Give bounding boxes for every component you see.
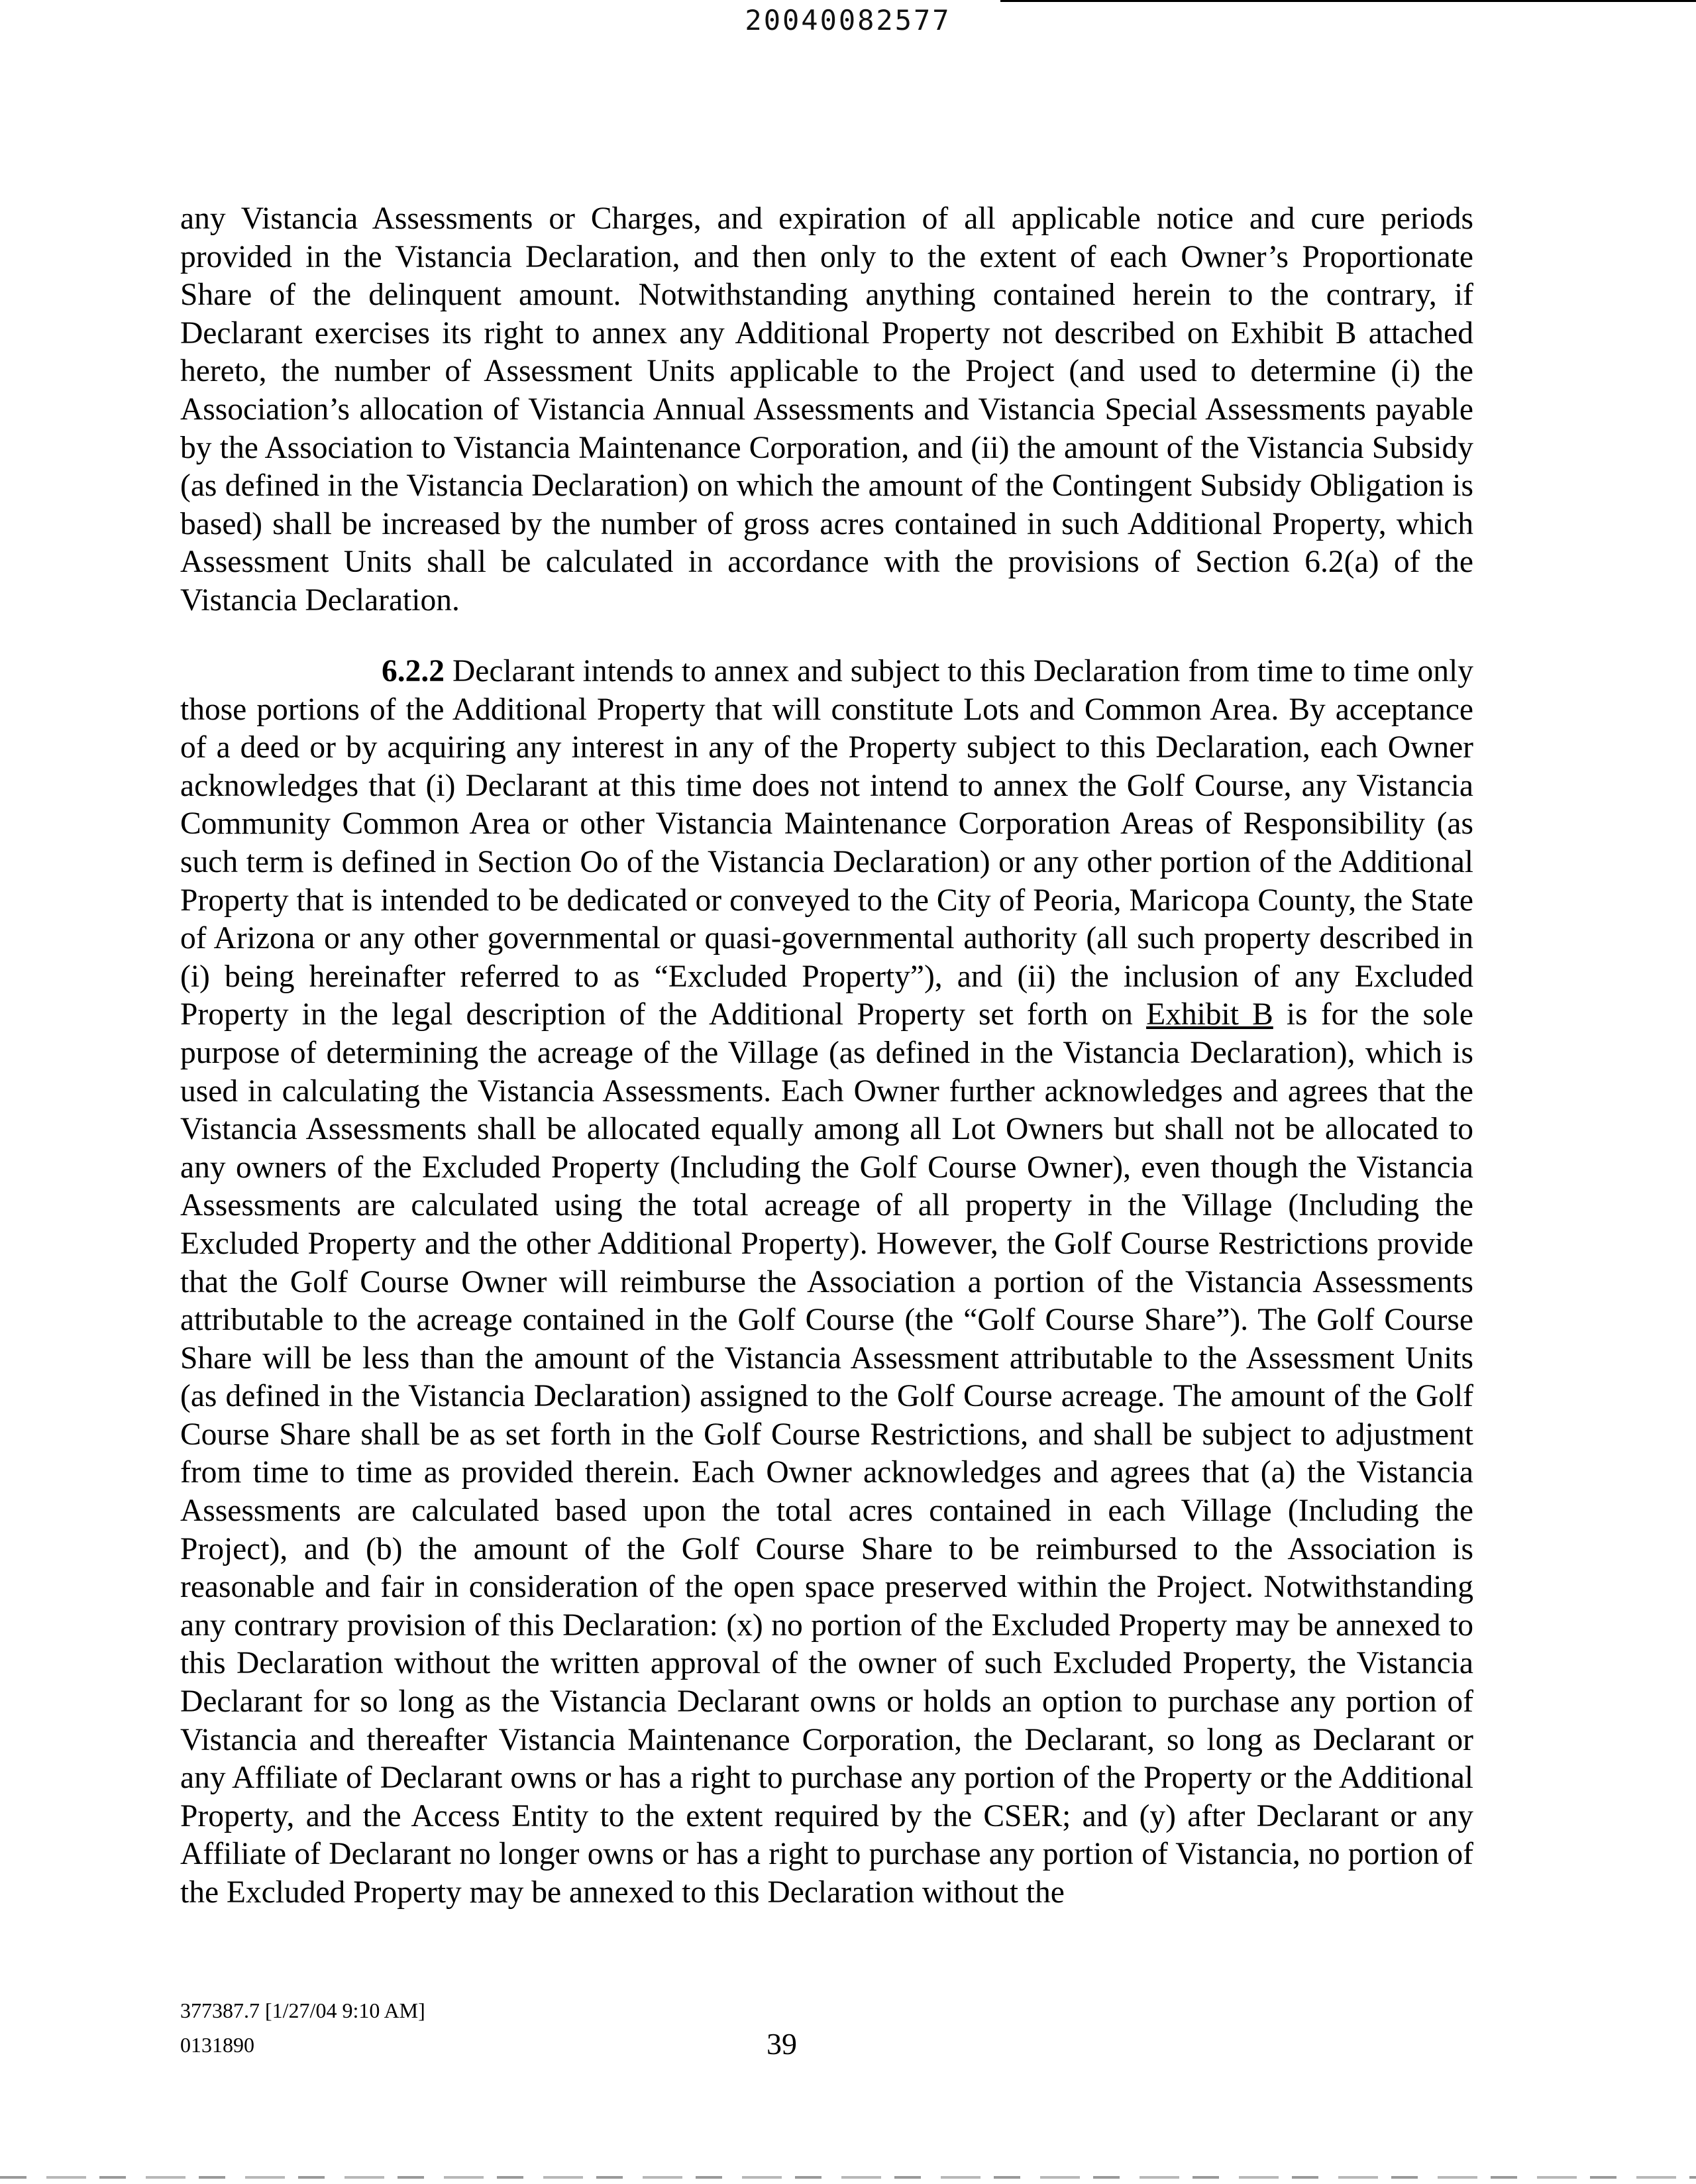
footer-document-id: 377387.7 [1/27/04 9:10 AM]	[180, 1998, 425, 2022]
footer-client-number: 0131890	[180, 2033, 254, 2057]
paragraph-2-text-part-1: Declarant intends to annex and subject to this Declaration from time to time only those portions of the Additional Property that will constitute Lots and Common Area. By acceptance of a deed or by acquiring any interest in any of the Property subject to this Declaration, each Owner acknowledges that (i) Declarant at this time does not intend to annex the Golf Course, any Vistancia Community Common Area or other Vistancia Maintenance Corporation Areas of Responsibility (as such term is defined in Section Oo of the Vistancia Declaration) or any other portion of the Additional Property that is intended to be dedicated or conveyed to the City of Peoria, Maricopa County, the State of Arizona or any other governmental or quasi-governmental authority (all such property described in (i) being hereinafter referred to as “Excluded Property”), and (ii) the inclusion of any Excluded Property in the legal description of the Additional Property set forth on	[180, 654, 1473, 1032]
top-edge-rule	[1000, 0, 1696, 2]
recording-number: 20040082577	[745, 4, 951, 36]
paragraph-6-2-2	[180, 653, 1473, 1912]
paragraph-2-text-part-2: is for the sole purpose of determining the acreage of the Village (as defined in the Vistancia Declaration), which is used in calculating the Vistancia Assessments. Each Owner further acknowledges and agrees that the Vistancia Assessments shall be allocated equally among all Lot Owners but shall not be allocated to any owners of the Excluded Property (Including the Golf Course Owner), even though the Vistancia Assessments are calculated using the total acreage of all property in the Village (Including the Excluded Property and the other Additional Property). However, the Golf Course Restrictions provide that the Golf Course Owner will reimburse the Association a portion of the Vistancia Assessments attributable to the acreage contained in the Golf Course (the “Golf Course Share”). The Golf Course Share will be less than the amount of the Vistancia Assessment attributable to the Assessment Units (as defined in the Vistancia Declaration) assigned to the Golf Course acreage. The amount of the Golf Course Share shall be as set forth in the Golf Course Restrictions, and shall be subject to adjustment from time to time as provided therein. Each Owner acknowledges and agrees that (a) the Vistancia Assessments are calculated based upon the total acres contained in each Village (Including the Project), and (b) the amount of the Golf Course Share to be reimbursed to the Association is reasonable and fair in consideration of the open space preserved within the Project. Notwithstanding any contrary provision of this Declaration: (x) no portion of the Excluded Property may be annexed to this Declaration without the written approval of the owner of such Excluded Property, the Vistancia Declarant for so long as the Vistancia Declarant owns or holds an option to purchase any portion of Vistancia and thereafter Vistancia Maintenance Corporation, the Declarant, so long as Declarant or any Affiliate of Declarant owns or has a right to purchase any portion of the Property or the Additional Property, and the Access Entity to the extent required by the CSER; and (y) after Declarant or any Affiliate of Declarant no longer owns or has a right to purchase any portion of Vistancia, no portion of the Excluded Property may be annexed to this Declaration without the	[180, 997, 1473, 1910]
paragraph-continuation	[180, 200, 1473, 620]
page-number: 39	[767, 2027, 797, 2061]
scan-bottom-edge	[0, 2176, 1696, 2179]
section-number: 6.2.2	[382, 654, 445, 688]
exhibit-b-reference: Exhibit B	[1146, 997, 1273, 1032]
paragraph-1-text: any Vistancia Assessments or Charges, and expiration of all applicable notice and cure periods provided in the Vistancia Declaration, and then only to the extent of each Owner’s Proportionate Share of the delinquent amount. Notwithstanding anything contained herein to the contrary, if Declarant exercises its right to annex any Additional Property not described on Exhibit B attached hereto, the number of Assessment Units applicable to the Project (and used to determine (i) the Association’s allocation of Vistancia Annual Assessments and Vistancia Special Assessments payable by the Association to Vistancia Maintenance Corporation, and (ii) the amount of the Vistancia Subsidy (as defined in the Vistancia Declaration) on which the amount of the Contingent Subsidy Obligation is based) shall be increased by the number of gross acres contained in such Additional Property, which Assessment Units shall be calculated in accordance with the provisions of Section 6.2(a) of the Vistancia Declaration.	[180, 201, 1473, 618]
